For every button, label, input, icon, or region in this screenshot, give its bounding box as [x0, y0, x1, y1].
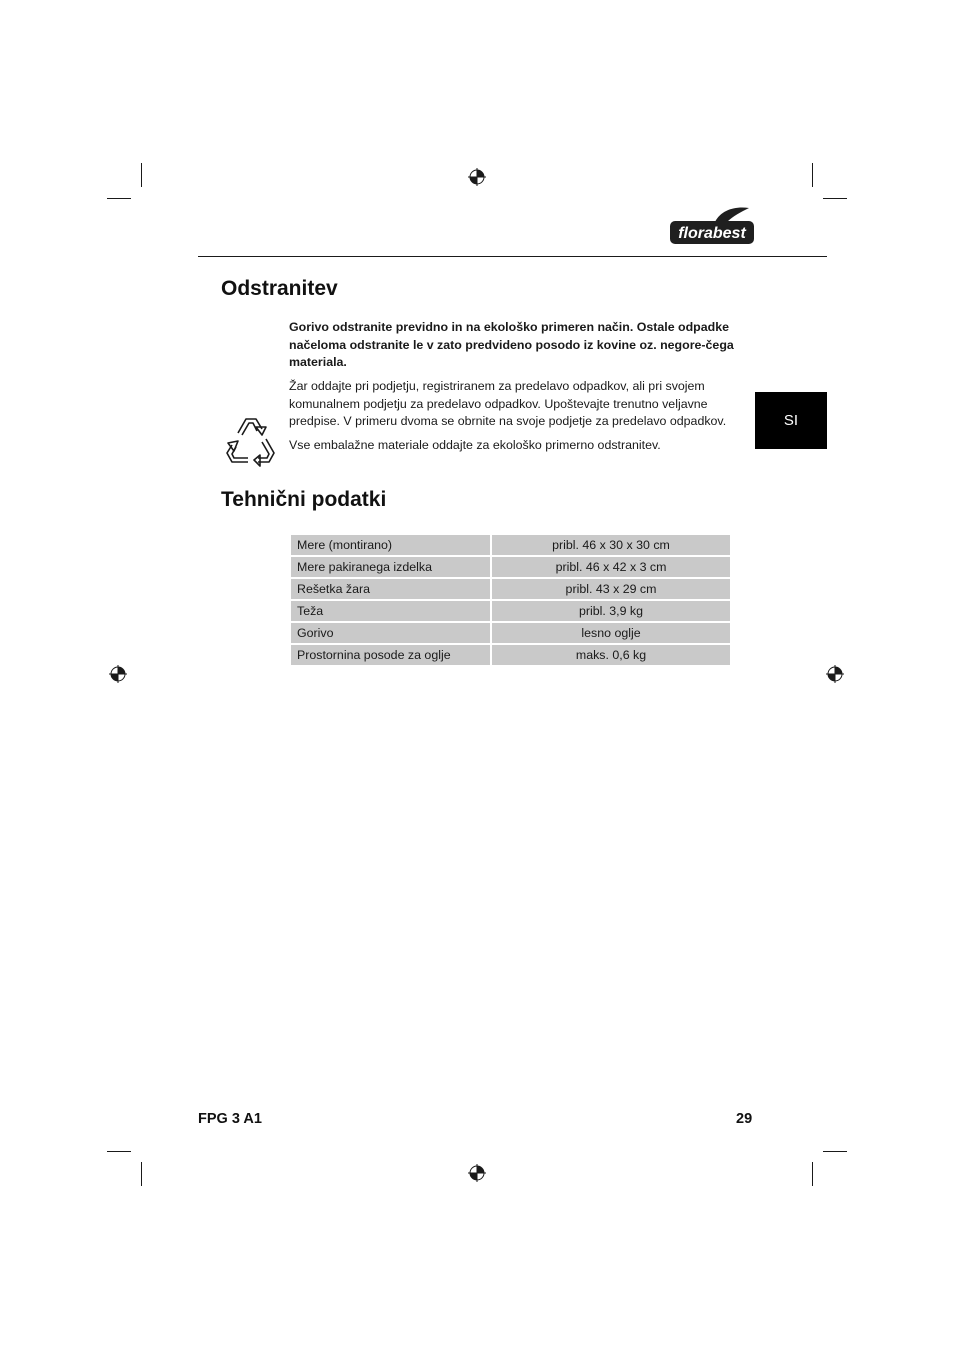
spec-label: Mere (montirano): [291, 535, 490, 555]
section-title-disposal: Odstranitev: [221, 277, 338, 300]
table-row: [291, 645, 730, 665]
section-title-specs: Tehnični podatki: [221, 488, 387, 511]
language-tab-label: SI: [783, 412, 799, 429]
crop-mark: [107, 198, 131, 199]
crop-mark: [141, 163, 142, 187]
crop-mark: [812, 1162, 813, 1186]
language-tab: [755, 392, 827, 449]
svg-text:florabest: florabest: [678, 225, 746, 242]
table-row: [291, 623, 730, 643]
packaging-disposal-text: Vse embalažne materiale oddajte za ekološko primerno odstranitev.: [289, 438, 661, 452]
recycle-icon: [220, 413, 280, 469]
table-row: [291, 579, 730, 599]
table-row: [291, 601, 730, 621]
spec-label: Gorivo: [291, 623, 490, 643]
page-number: 29: [736, 1111, 753, 1127]
crop-mark: [823, 1151, 847, 1152]
spec-label: Teža: [291, 601, 490, 621]
spec-value: pribl. 46 x 30 x 30 cm: [492, 535, 730, 555]
disposal-body-text: Žar oddajte pri podjetju, registriranem za predelavo odpadkov, ali pri svojem komunalnem podjetju za predelavo odpadkov. Upoštevajte trenutno veljavne predpise. V primeru dvoma se obrnite na svoje podjetje za predelavo odpadkov.: [289, 379, 727, 428]
registration-mark-icon: [468, 1164, 486, 1182]
registration-mark-icon: [109, 665, 127, 683]
table-row: [291, 535, 730, 555]
registration-mark-icon: [826, 665, 844, 683]
spec-label: Prostornina posode za oglje: [291, 645, 490, 665]
spec-value: pribl. 46 x 42 x 3 cm: [492, 557, 730, 577]
spec-value: lesno oglje: [492, 623, 730, 643]
model-number: FPG 3 A1: [198, 1111, 262, 1127]
header-rule: [198, 256, 827, 257]
spec-value: maks. 0,6 kg: [492, 645, 730, 665]
registration-mark-icon: [468, 168, 486, 186]
florabest-logo: [669, 206, 755, 246]
crop-mark: [141, 1162, 142, 1186]
disposal-intro-text: Gorivo odstranite previdno in na ekološko primeren način. Ostale odpadke načeloma odstranite le v zato predvideno posodo iz kovine oz. negore-čega materiala.: [289, 320, 734, 369]
spec-value: pribl. 43 x 29 cm: [492, 579, 730, 599]
specs-table: [289, 533, 732, 667]
crop-mark: [823, 198, 847, 199]
spec-label: Rešetka žara: [291, 579, 490, 599]
table-row: [291, 557, 730, 577]
crop-mark: [812, 163, 813, 187]
spec-label: Mere pakiranega izdelka: [291, 557, 490, 577]
spec-value: pribl. 3,9 kg: [492, 601, 730, 621]
crop-mark: [107, 1151, 131, 1152]
